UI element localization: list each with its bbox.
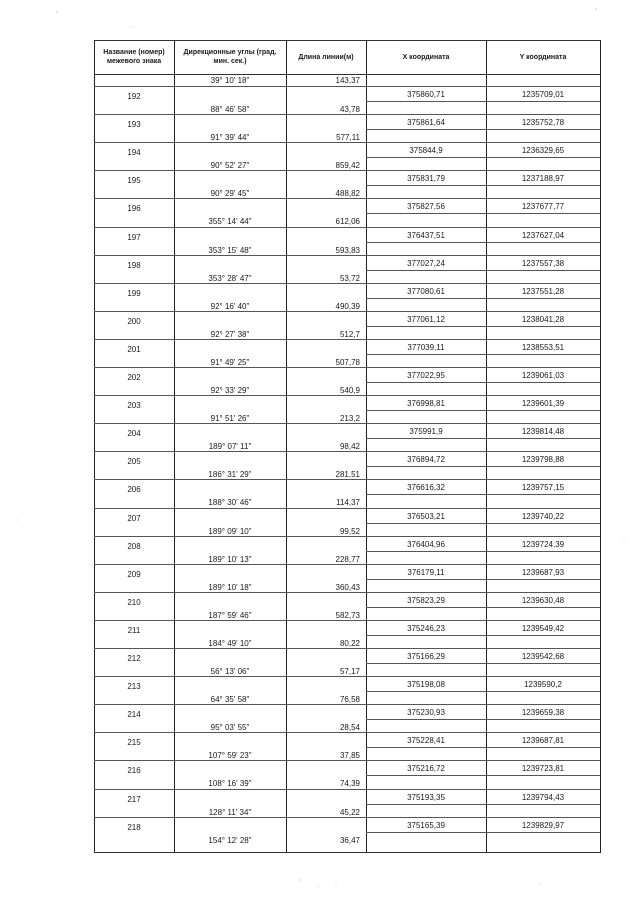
segment-length: 540,9 bbox=[339, 386, 360, 395]
row-border bbox=[94, 508, 600, 509]
segment-length: 45,22 bbox=[339, 807, 360, 817]
row-border bbox=[366, 804, 600, 805]
row-border bbox=[366, 438, 600, 439]
segment-angle: 92° 33' 29" bbox=[210, 386, 250, 395]
point-name: 213 bbox=[127, 682, 141, 692]
point-x-coordinate: 375823,29 bbox=[407, 595, 445, 605]
point-name: 215 bbox=[127, 738, 141, 748]
point-y-coordinate: 1235709,01 bbox=[521, 90, 565, 99]
row-border bbox=[366, 326, 600, 327]
col-border bbox=[600, 40, 601, 853]
segment-length: 53,72 bbox=[339, 273, 360, 283]
segment-length: 507,78 bbox=[335, 357, 360, 367]
point-y-coordinate: 1239814,48 bbox=[521, 427, 565, 437]
point-x-coordinate: 376894,72 bbox=[407, 455, 445, 465]
segment-length: 143,37 bbox=[335, 76, 360, 85]
point-x-coordinate: 377039,11 bbox=[407, 342, 445, 352]
point-y-coordinate: 1237557,38 bbox=[521, 258, 565, 268]
point-y-coordinate: 1237677,77 bbox=[521, 202, 565, 212]
col-border bbox=[486, 40, 487, 853]
point-y-coordinate: 1239829,97 bbox=[521, 820, 565, 830]
row-border bbox=[366, 635, 600, 636]
point-x-coordinate: 376179,11 bbox=[407, 567, 445, 577]
row-border bbox=[366, 523, 600, 524]
segment-angle: 92° 16' 40" bbox=[210, 301, 250, 311]
row-border bbox=[94, 479, 600, 480]
point-x-coordinate: 376503,21 bbox=[407, 511, 445, 521]
segment-angle: 107° 59' 23" bbox=[208, 751, 252, 761]
segment-angle: 154° 12' 28" bbox=[208, 835, 252, 845]
point-y-coordinate: 1235752,78 bbox=[521, 118, 565, 128]
segment-length: 99,52 bbox=[339, 526, 360, 536]
segment-length: 360,43 bbox=[335, 582, 360, 592]
point-name: 207 bbox=[127, 513, 141, 523]
segment-length: 114,37 bbox=[336, 498, 360, 508]
segment-angle: 95° 03' 55" bbox=[210, 723, 250, 733]
point-y-coordinate: 1237551,28 bbox=[521, 286, 565, 296]
row-border bbox=[366, 213, 600, 214]
row-border bbox=[366, 270, 600, 271]
point-name: 202 bbox=[127, 373, 141, 382]
point-y-coordinate: 1239687,81 bbox=[521, 736, 565, 746]
point-y-coordinate: 1238041,28 bbox=[521, 314, 565, 324]
row-border bbox=[94, 592, 600, 593]
segment-angle: 187° 59' 46" bbox=[208, 610, 252, 620]
segment-angle: 184° 49' 10" bbox=[208, 638, 252, 648]
point-y-coordinate: 1237188,97 bbox=[521, 174, 565, 184]
segment-angle: 189° 09' 10" bbox=[208, 526, 252, 536]
point-x-coordinate: 375860,71 bbox=[407, 90, 445, 99]
row-border bbox=[94, 704, 600, 705]
point-y-coordinate: 1239687,93 bbox=[521, 567, 565, 577]
point-x-coordinate: 375991,9 bbox=[409, 427, 443, 437]
row-border bbox=[94, 564, 600, 565]
segment-length: 98,42 bbox=[339, 442, 360, 452]
point-name: 200 bbox=[127, 316, 141, 326]
point-y-coordinate: 1239723,81 bbox=[521, 764, 565, 774]
segment-length: 488,82 bbox=[335, 189, 360, 199]
point-y-coordinate: 1239061,03 bbox=[521, 371, 565, 380]
segment-angle: 39° 10' 18" bbox=[210, 76, 250, 85]
point-name: 203 bbox=[127, 401, 141, 411]
row-border bbox=[94, 86, 600, 87]
row-border bbox=[366, 607, 600, 608]
point-name: 218 bbox=[127, 822, 141, 832]
point-name: 195 bbox=[127, 176, 141, 186]
row-border bbox=[366, 101, 600, 102]
row-border bbox=[94, 114, 600, 115]
segment-length: 80,22 bbox=[339, 638, 360, 648]
point-y-coordinate: 1239549,42 bbox=[521, 623, 565, 633]
point-name: 201 bbox=[127, 344, 141, 354]
row-border bbox=[94, 676, 600, 677]
point-y-coordinate: 1236329,65 bbox=[521, 146, 565, 156]
segment-angle: 91° 39' 44" bbox=[210, 133, 250, 143]
row-border bbox=[366, 242, 600, 243]
point-x-coordinate: 376616,32 bbox=[407, 483, 445, 493]
point-x-coordinate: 375193,35 bbox=[407, 792, 445, 802]
point-name: 208 bbox=[127, 541, 141, 551]
col-border bbox=[94, 40, 95, 853]
row-border bbox=[94, 227, 600, 228]
row-border bbox=[94, 367, 600, 368]
row-border bbox=[366, 494, 600, 495]
point-y-coordinate: 1239740,22 bbox=[521, 511, 565, 521]
row-border bbox=[94, 198, 600, 199]
segment-length: 582,73 bbox=[335, 610, 360, 620]
segment-angle: 186° 31' 29" bbox=[208, 470, 252, 480]
point-y-coordinate: 1238553,51 bbox=[521, 342, 565, 352]
point-x-coordinate: 377022,95 bbox=[407, 371, 445, 380]
point-y-coordinate: 1239794,43 bbox=[521, 792, 565, 802]
row-border bbox=[366, 298, 600, 299]
row-border bbox=[366, 663, 600, 664]
row-border bbox=[366, 775, 600, 776]
point-name: 209 bbox=[127, 569, 141, 579]
segment-length: 577,11 bbox=[336, 133, 360, 143]
row-border bbox=[366, 466, 600, 467]
point-name: 196 bbox=[127, 204, 141, 214]
point-x-coordinate: 375831,79 bbox=[407, 174, 445, 184]
header-direction-angle: Дирекционные углы (град. мин. сек.) bbox=[183, 49, 277, 65]
col-border bbox=[366, 40, 367, 853]
segment-angle: 353° 28' 47" bbox=[208, 273, 252, 283]
point-x-coordinate: 375228,41 bbox=[407, 736, 445, 746]
point-x-coordinate: 376437,51 bbox=[407, 230, 445, 240]
segment-angle: 56° 13' 06" bbox=[210, 667, 250, 676]
point-x-coordinate: 375230,93 bbox=[407, 708, 445, 718]
segment-length: 512,7 bbox=[339, 329, 360, 339]
segment-length: 37,85 bbox=[339, 751, 360, 761]
segment-angle: 91° 49' 25" bbox=[210, 357, 250, 367]
segment-length: 74,39 bbox=[339, 779, 360, 789]
row-border bbox=[366, 129, 600, 130]
segment-length: 76,58 bbox=[339, 695, 360, 705]
row-border bbox=[94, 423, 600, 424]
point-x-coordinate: 375216,72 bbox=[407, 764, 445, 774]
point-name: 211 bbox=[127, 625, 141, 635]
row-border bbox=[94, 817, 600, 818]
point-name: 194 bbox=[127, 148, 141, 158]
segment-angle: 90° 29' 45" bbox=[210, 189, 250, 199]
segment-length: 593,83 bbox=[335, 245, 360, 255]
row-border bbox=[94, 648, 600, 649]
row-border bbox=[94, 536, 600, 537]
point-x-coordinate: 377080,61 bbox=[407, 286, 445, 296]
segment-angle: 189° 07' 11" bbox=[208, 442, 252, 452]
row-border bbox=[366, 691, 600, 692]
row-border bbox=[94, 339, 600, 340]
segment-length: 859,42 bbox=[335, 161, 360, 171]
segment-angle: 188° 30' 46" bbox=[208, 498, 252, 508]
row-border bbox=[366, 382, 600, 383]
row-border bbox=[94, 142, 600, 143]
row-border bbox=[366, 747, 600, 748]
header-bottom-border bbox=[94, 74, 600, 75]
segment-angle: 189° 10' 18" bbox=[208, 582, 252, 592]
row-border bbox=[94, 255, 600, 256]
point-name: 212 bbox=[127, 654, 141, 663]
point-y-coordinate: 1239630,48 bbox=[521, 595, 565, 605]
point-name: 192 bbox=[127, 92, 141, 101]
row-border bbox=[94, 732, 600, 733]
point-name: 205 bbox=[127, 457, 141, 467]
row-border bbox=[94, 620, 600, 621]
row-border bbox=[94, 789, 600, 790]
segment-angle: 189° 10' 13" bbox=[208, 554, 252, 564]
point-name: 204 bbox=[127, 429, 141, 439]
point-x-coordinate: 375165,39 bbox=[407, 820, 445, 830]
point-x-coordinate: 375166,29 bbox=[407, 652, 445, 661]
segment-length: 281,51 bbox=[335, 470, 360, 480]
segment-angle: 108° 16' 39" bbox=[208, 779, 252, 789]
table-bottom-border bbox=[94, 852, 600, 853]
point-y-coordinate: 1239757,15 bbox=[521, 483, 565, 493]
point-y-coordinate: 1239590,2 bbox=[524, 680, 562, 690]
segment-angle: 91° 51' 26" bbox=[210, 414, 250, 424]
point-name: 206 bbox=[127, 485, 141, 495]
segment-length: 28,54 bbox=[339, 723, 360, 733]
point-y-coordinate: 1239798,88 bbox=[521, 455, 565, 465]
point-name: 210 bbox=[127, 597, 141, 607]
point-y-coordinate: 1239724,39 bbox=[521, 539, 565, 549]
point-y-coordinate: 1239542,68 bbox=[521, 652, 565, 661]
point-x-coordinate: 375827,56 bbox=[407, 202, 445, 212]
point-name: 197 bbox=[127, 232, 141, 242]
row-border bbox=[366, 410, 600, 411]
row-border bbox=[366, 719, 600, 720]
segment-length: 490,39 bbox=[335, 301, 360, 311]
row-border bbox=[94, 395, 600, 396]
segment-length: 57,17 bbox=[339, 667, 360, 676]
segment-length: 612,06 bbox=[335, 217, 360, 227]
point-y-coordinate: 1239601,39 bbox=[521, 399, 565, 409]
segment-angle: 355° 14' 44" bbox=[208, 217, 252, 227]
point-x-coordinate: 376998,81 bbox=[407, 399, 445, 409]
segment-angle: 128° 11' 34" bbox=[208, 807, 252, 817]
point-name: 216 bbox=[127, 766, 141, 776]
point-x-coordinate: 375246,23 bbox=[407, 623, 445, 633]
point-name: 193 bbox=[127, 120, 141, 130]
point-x-coordinate: 375844,9 bbox=[409, 146, 443, 156]
point-name: 199 bbox=[127, 288, 141, 298]
point-y-coordinate: 1237627,04 bbox=[521, 230, 565, 240]
segment-length: 36,47 bbox=[339, 835, 360, 845]
segment-length: 228,77 bbox=[335, 554, 360, 564]
point-name: 217 bbox=[127, 794, 141, 804]
segment-angle: 88° 46' 58" bbox=[210, 105, 250, 114]
row-border bbox=[94, 283, 600, 284]
point-x-coordinate: 377061,12 bbox=[407, 314, 445, 324]
row-border bbox=[94, 451, 600, 452]
row-border bbox=[366, 832, 600, 833]
segment-angle: 92° 27' 38" bbox=[210, 329, 250, 339]
row-border bbox=[366, 354, 600, 355]
point-name: 198 bbox=[127, 260, 141, 270]
row-border bbox=[94, 760, 600, 761]
point-x-coordinate: 376404,96 bbox=[407, 539, 445, 549]
segment-length: 213,2 bbox=[339, 414, 360, 424]
row-border bbox=[366, 551, 600, 552]
point-x-coordinate: 377027,24 bbox=[407, 258, 445, 268]
segment-angle: 353° 15' 48" bbox=[208, 245, 252, 255]
segment-length: 43,78 bbox=[339, 105, 360, 114]
row-border bbox=[366, 157, 600, 158]
row-border bbox=[366, 579, 600, 580]
point-x-coordinate: 375198,08 bbox=[407, 680, 445, 690]
point-y-coordinate: 1239659,38 bbox=[521, 708, 565, 718]
header-line-length: Длина линии(м) bbox=[298, 53, 354, 61]
row-border bbox=[94, 311, 600, 312]
point-name: 214 bbox=[127, 710, 141, 720]
row-border bbox=[366, 185, 600, 186]
segment-angle: 64° 35' 58" bbox=[210, 695, 250, 705]
row-border bbox=[94, 170, 600, 171]
point-x-coordinate: 375861,64 bbox=[407, 118, 445, 128]
header-y-coordinate: Y координата bbox=[519, 53, 567, 61]
header-x-coordinate: X координата bbox=[402, 53, 450, 61]
segment-angle: 90° 52' 27" bbox=[210, 161, 250, 171]
header-point-name: Название (номер) межевого знака bbox=[103, 49, 165, 65]
